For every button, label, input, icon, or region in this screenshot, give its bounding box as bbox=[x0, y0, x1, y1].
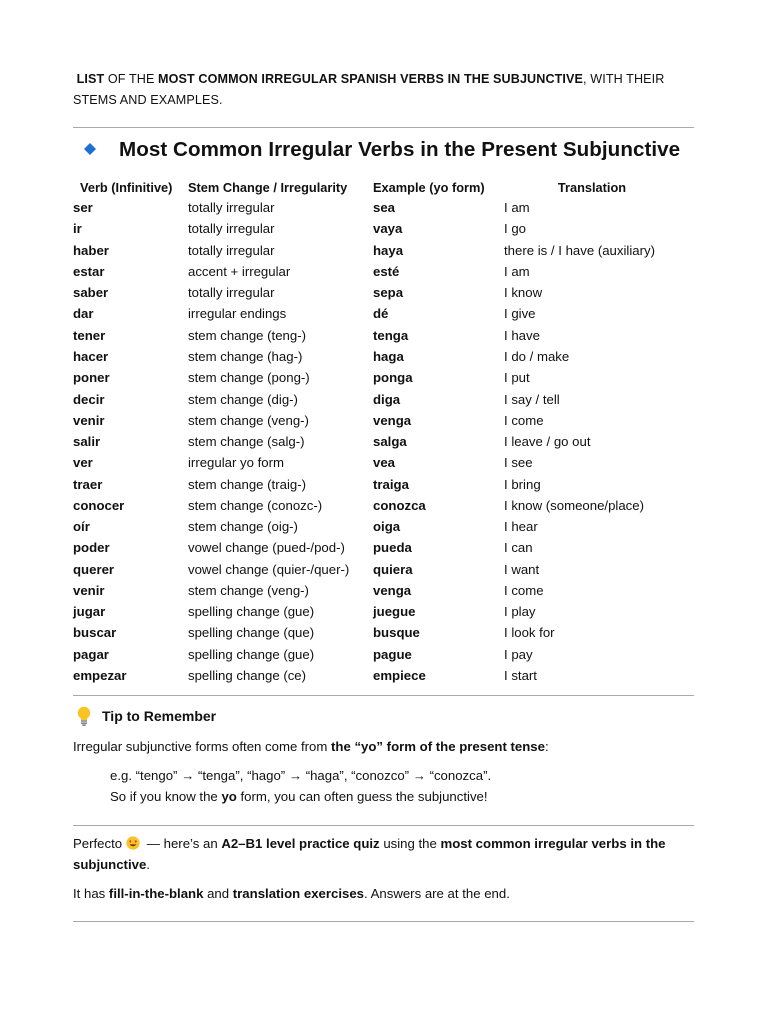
example-cell: diga bbox=[373, 391, 401, 407]
table-row bbox=[73, 644, 694, 665]
verb-cell: empezar bbox=[73, 667, 127, 683]
column-header-translation: Translation bbox=[557, 179, 627, 195]
quiz-topic-bold: most common irregular verbs in the subjunctive bbox=[73, 836, 666, 872]
verb-cell: saber bbox=[73, 285, 109, 301]
table-row bbox=[73, 325, 694, 346]
stem-change-cell: spelling change (gue) bbox=[188, 604, 315, 620]
quiz-level-bold: A2–B1 level practice quiz bbox=[221, 836, 380, 851]
example-cell: empiece bbox=[373, 667, 426, 683]
tip-title: Tip to Remember bbox=[102, 708, 217, 724]
translation-cell: I know bbox=[504, 285, 543, 301]
translation-cell: I play bbox=[504, 604, 536, 620]
intro-text-2: , WITH THEIR STEMS AND EXAMPLES. bbox=[73, 72, 665, 107]
example-cell: esté bbox=[373, 263, 400, 279]
table-row bbox=[73, 559, 694, 580]
table-row bbox=[73, 282, 694, 303]
example-cell: quiera bbox=[373, 561, 413, 577]
stem-change-cell: stem change (salg-) bbox=[188, 434, 305, 450]
verb-cell: querer bbox=[73, 561, 115, 577]
example-cell: venga bbox=[373, 582, 412, 598]
table-row bbox=[73, 367, 694, 388]
translation-cell: I can bbox=[504, 540, 533, 556]
quiz-format-bold-2: translation exercises bbox=[232, 886, 364, 901]
translation-cell: there is / I have (auxiliary) bbox=[504, 242, 655, 258]
verb-cell: hacer bbox=[73, 348, 109, 364]
verb-cell: dar bbox=[73, 306, 94, 322]
stem-change-cell: irregular yo form bbox=[188, 455, 285, 471]
section-heading bbox=[73, 138, 680, 162]
stem-change-cell: stem change (hag-) bbox=[188, 348, 303, 364]
example-cell: haya bbox=[373, 242, 404, 258]
translation-cell: I am bbox=[504, 200, 530, 216]
tip-guess-bold: yo bbox=[221, 789, 237, 804]
example-cell: juegue bbox=[373, 604, 416, 620]
stem-change-cell: stem change (veng-) bbox=[188, 582, 309, 598]
divider-1 bbox=[73, 127, 694, 128]
example-cell: dé bbox=[373, 306, 389, 322]
column-header-example: Example (yo form) bbox=[373, 179, 485, 195]
example-cell: tenga bbox=[373, 327, 409, 343]
verb-cell: estar bbox=[73, 263, 105, 279]
stem-change-cell: spelling change (gue) bbox=[188, 646, 315, 662]
verb-cell: haber bbox=[73, 242, 109, 258]
tip-guess-text-1: So if you know the bbox=[110, 789, 222, 804]
intro-list-word: LIST bbox=[76, 72, 105, 86]
verb-cell: ver bbox=[73, 455, 93, 471]
tip-heading bbox=[73, 706, 216, 726]
translation-cell: I look for bbox=[504, 625, 555, 641]
smiling-face-with-heart-eyes-icon bbox=[126, 836, 140, 850]
stem-change-cell: stem change (dig-) bbox=[188, 391, 298, 407]
verb-cell: poder bbox=[73, 540, 110, 556]
verb-cell: ir bbox=[73, 221, 82, 237]
translation-cell: I go bbox=[504, 221, 526, 237]
example-cell: traiga bbox=[373, 476, 409, 492]
translation-cell: I pay bbox=[504, 646, 533, 662]
table-row bbox=[73, 516, 694, 537]
translation-cell: I come bbox=[504, 582, 544, 598]
example-cell: oiga bbox=[373, 519, 401, 535]
verb-cell: traer bbox=[73, 476, 103, 492]
divider-4 bbox=[73, 921, 694, 922]
verb-cell: venir bbox=[73, 582, 105, 598]
quiz-format-bold-1: fill-in-the-blank bbox=[108, 886, 204, 901]
translation-cell: I have bbox=[504, 327, 540, 343]
translation-cell: I start bbox=[504, 667, 537, 683]
quiz-period: . bbox=[146, 857, 150, 872]
table-row bbox=[73, 601, 694, 622]
verb-cell: conocer bbox=[73, 497, 125, 513]
tip-example-text: e.g. “tengo” → “tenga”, “hago” → “haga”, “conozco” → “conozca”. bbox=[110, 768, 492, 783]
stem-change-cell: totally irregular bbox=[188, 285, 275, 301]
divider-3 bbox=[73, 825, 694, 826]
verbs-table bbox=[73, 177, 694, 686]
translation-cell: I leave / go out bbox=[504, 434, 591, 450]
quiz-perfecto: Perfecto bbox=[73, 836, 123, 851]
table-row bbox=[73, 665, 694, 686]
tip-line-1 bbox=[73, 736, 549, 757]
table-row bbox=[73, 495, 694, 516]
light-bulb-icon bbox=[76, 706, 92, 726]
stem-change-cell: totally irregular bbox=[188, 200, 275, 216]
translation-cell: I give bbox=[504, 306, 536, 322]
example-cell: sepa bbox=[373, 285, 404, 301]
verb-cell: decir bbox=[73, 391, 105, 407]
table-row bbox=[73, 580, 694, 601]
verb-cell: ser bbox=[73, 200, 93, 216]
translation-cell: I do / make bbox=[504, 348, 570, 364]
column-header-verb: Verb (Infinitive) bbox=[80, 179, 173, 195]
stem-change-cell: vowel change (pued-/pod-) bbox=[188, 540, 345, 556]
divider-2 bbox=[73, 695, 694, 696]
stem-change-cell: stem change (teng-) bbox=[188, 327, 307, 343]
example-cell: sea bbox=[373, 200, 396, 216]
stem-change-cell: stem change (traig-) bbox=[188, 476, 306, 492]
translation-cell: I want bbox=[504, 561, 540, 577]
page-title: Most Common Irregular Verbs in the Present Subjunctive bbox=[119, 138, 681, 161]
translation-cell: I see bbox=[504, 455, 533, 471]
quiz-format-text-2: and bbox=[203, 886, 233, 901]
table-row bbox=[73, 452, 694, 473]
table-header-row bbox=[73, 177, 694, 197]
stem-change-cell: stem change (veng-) bbox=[188, 412, 309, 428]
verb-cell: pagar bbox=[73, 646, 109, 662]
stem-change-cell: totally irregular bbox=[188, 242, 275, 258]
example-cell: pueda bbox=[373, 540, 412, 556]
translation-cell: I put bbox=[504, 370, 530, 386]
quiz-format-paragraph bbox=[73, 883, 510, 904]
example-cell: venga bbox=[373, 412, 412, 428]
tip-guess-text-2: form, you can often guess the subjunctive! bbox=[236, 789, 488, 804]
tip-line-1-bold: the “yo” form of the present tense bbox=[331, 739, 545, 754]
stem-change-cell: stem change (pong-) bbox=[188, 370, 310, 386]
quiz-format-text-3: . Answers are at the end. bbox=[364, 886, 510, 901]
column-header-stem-change: Stem Change / Irregularity bbox=[188, 179, 348, 195]
table-row bbox=[73, 622, 694, 643]
verb-cell: jugar bbox=[73, 604, 106, 620]
verb-cell: oír bbox=[73, 519, 90, 535]
intro-paragraph bbox=[73, 69, 694, 111]
example-cell: pague bbox=[373, 646, 412, 662]
stem-change-cell: spelling change (ce) bbox=[188, 667, 307, 683]
table-row bbox=[73, 410, 694, 431]
tip-line-1-text: Irregular subjunctive forms often come from bbox=[73, 739, 331, 754]
example-cell: conozca bbox=[373, 497, 426, 513]
quiz-intro-paragraph bbox=[73, 833, 694, 875]
table-row bbox=[73, 261, 694, 282]
table-row bbox=[73, 473, 694, 494]
stem-change-cell: accent + irregular bbox=[188, 263, 291, 279]
stem-change-cell: irregular endings bbox=[188, 306, 287, 322]
verb-cell: tener bbox=[73, 327, 106, 343]
translation-cell: I hear bbox=[504, 519, 538, 535]
table-row bbox=[73, 303, 694, 324]
example-cell: ponga bbox=[373, 370, 413, 386]
table-row bbox=[73, 431, 694, 452]
tip-guess-line bbox=[110, 786, 488, 807]
stem-change-cell: totally irregular bbox=[188, 221, 275, 237]
table-row bbox=[73, 240, 694, 261]
translation-cell: I say / tell bbox=[504, 391, 560, 407]
table-row bbox=[73, 537, 694, 558]
tip-line-1-colon: : bbox=[544, 739, 549, 754]
verb-cell: buscar bbox=[73, 625, 117, 641]
example-cell: busque bbox=[373, 625, 420, 641]
example-cell: vea bbox=[373, 455, 396, 471]
example-cell: salga bbox=[373, 434, 407, 450]
stem-change-cell: vowel change (quier-/quer-) bbox=[188, 561, 350, 577]
translation-cell: I bring bbox=[504, 476, 541, 492]
stem-change-cell: stem change (conozc-) bbox=[188, 497, 323, 513]
stem-change-cell: spelling change (que) bbox=[188, 625, 315, 641]
verb-cell: venir bbox=[73, 412, 105, 428]
translation-cell: I come bbox=[504, 412, 544, 428]
translation-cell: I know (someone/place) bbox=[504, 497, 645, 513]
example-cell: vaya bbox=[373, 221, 403, 237]
intro-text-1: OF THE bbox=[104, 72, 159, 86]
table-row bbox=[73, 197, 694, 218]
tip-example-line bbox=[110, 765, 491, 786]
table-row bbox=[73, 346, 694, 367]
intro-bold-title: MOST COMMON IRREGULAR SPANISH VERBS IN THE SUBJUNCTIVE bbox=[158, 72, 584, 86]
verb-cell: salir bbox=[73, 434, 101, 450]
quiz-format-text-1: It has bbox=[73, 886, 109, 901]
blue-diamond-icon bbox=[84, 143, 96, 155]
quiz-text-1: — here’s an bbox=[143, 836, 222, 851]
table-row bbox=[73, 218, 694, 239]
stem-change-cell: stem change (oig-) bbox=[188, 519, 298, 535]
translation-cell: I am bbox=[504, 263, 530, 279]
example-cell: haga bbox=[373, 348, 404, 364]
quiz-text-2: using the bbox=[379, 836, 441, 851]
verb-cell: poner bbox=[73, 370, 110, 386]
table-row bbox=[73, 388, 694, 409]
